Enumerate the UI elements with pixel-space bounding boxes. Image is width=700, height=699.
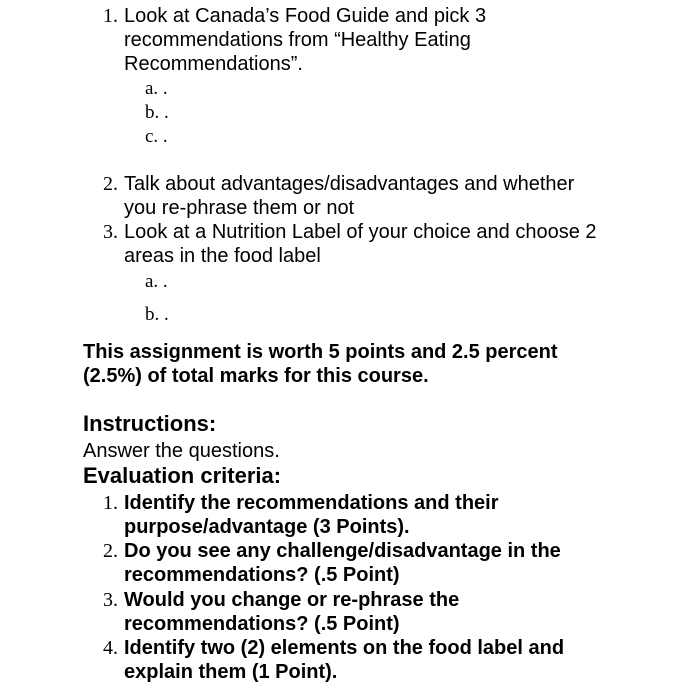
question-3-line-2: areas in the food label [124,245,321,267]
criterion-4-number: 4. [103,637,118,659]
worth-line-2: (2.5%) of total marks for this course. [83,365,429,387]
criterion-1-line-1: Identify the recommendations and their [124,492,499,514]
question-3-number: 3. [103,221,118,243]
question-1-subitem-c: c. . [145,126,168,147]
question-2-line-2: you re-phrase them or not [124,197,355,219]
worth-line-1: This assignment is worth 5 points and 2.5 percent [83,341,558,363]
criterion-2-number: 2. [103,540,118,562]
criterion-1-number: 1. [103,492,118,514]
question-3-subitem-b: b. . [145,304,169,325]
question-1-subitem-a: a. . [145,78,168,99]
question-3-line-1: Look at a Nutrition Label of your choice and choose 2 [124,221,597,243]
question-1-line-3: Recommendations”. [124,53,303,75]
criterion-2-line-1: Do you see any challenge/disadvantage in the [124,540,561,562]
criterion-3-line-1: Would you change or re-phrase the [124,589,460,611]
instructions-heading: Instructions: [83,411,217,436]
question-2-line-1: Talk about advantages/disadvantages and whether [124,173,575,195]
evaluation-heading: Evaluation criteria: [83,463,282,488]
question-1-line-2: recommendations from “Healthy Eating [124,29,471,51]
question-1-subitem-b: b. . [145,102,169,123]
question-3-subitem-a: a. . [145,271,168,292]
question-2-number: 2. [103,173,118,195]
instructions-text: Answer the questions. [83,440,280,462]
criterion-2-line-2: recommendations? (.5 Point) [124,564,400,586]
criterion-3-number: 3. [103,589,118,611]
question-1-line-1: Look at Canada’s Food Guide and pick 3 [124,5,487,27]
criterion-3-line-2: recommendations? (.5 Point) [124,613,400,635]
criterion-4-line-1: Identify two (2) elements on the food label and [124,637,565,659]
criterion-4-line-2: explain them (1 Point). [124,661,338,683]
criterion-1-line-2: purpose/advantage (3 Points). [124,516,410,538]
question-1-number: 1. [103,5,118,27]
